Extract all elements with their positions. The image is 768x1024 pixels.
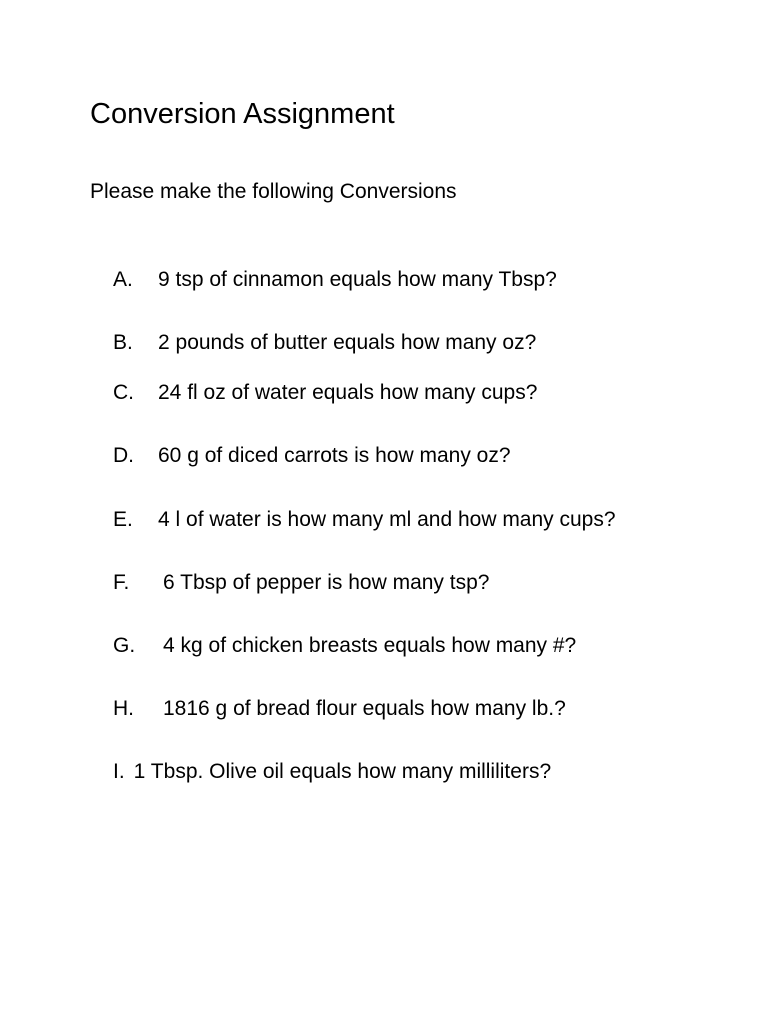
question-item [113, 569, 489, 597]
question-text: 6 Tbsp of pepper is how many tsp? [163, 571, 490, 594]
question-letter: E. [113, 508, 133, 531]
question-letter: C. [113, 381, 134, 404]
instructions-text: Please make the following Conversions [90, 180, 457, 203]
question-letter: G. [113, 634, 136, 657]
question-text: 2 pounds of butter equals how many oz? [158, 331, 537, 354]
question-text: 4 kg of chicken breasts equals how many #? [163, 634, 577, 657]
question-letter: F. [113, 571, 130, 594]
question-letter: D. [113, 444, 134, 467]
question-letter: H. [113, 697, 134, 720]
question-letter: I. [113, 760, 125, 783]
question-text: 24 fl oz of water equals how many cups? [158, 381, 538, 404]
question-item [113, 632, 576, 660]
question-letter: A. [113, 268, 133, 291]
question-item [113, 758, 551, 786]
question-letter: B. [113, 331, 133, 354]
question-text: 1 Tbsp. Olive oil equals how many milliliters? [133, 760, 552, 783]
question-item [113, 379, 537, 407]
question-item [113, 695, 566, 723]
question-item [113, 329, 536, 357]
question-item [113, 442, 511, 470]
question-text: 9 tsp of cinnamon equals how many Tbsp? [158, 268, 557, 291]
document-title: Conversion Assignment [90, 98, 395, 130]
question-text: 1816 g of bread flour equals how many lb.? [163, 697, 566, 720]
question-text: 4 l of water is how many ml and how many cups? [158, 508, 616, 531]
question-text: 60 g of diced carrots is how many oz? [158, 444, 511, 467]
question-item [113, 506, 616, 534]
question-item [113, 266, 557, 294]
